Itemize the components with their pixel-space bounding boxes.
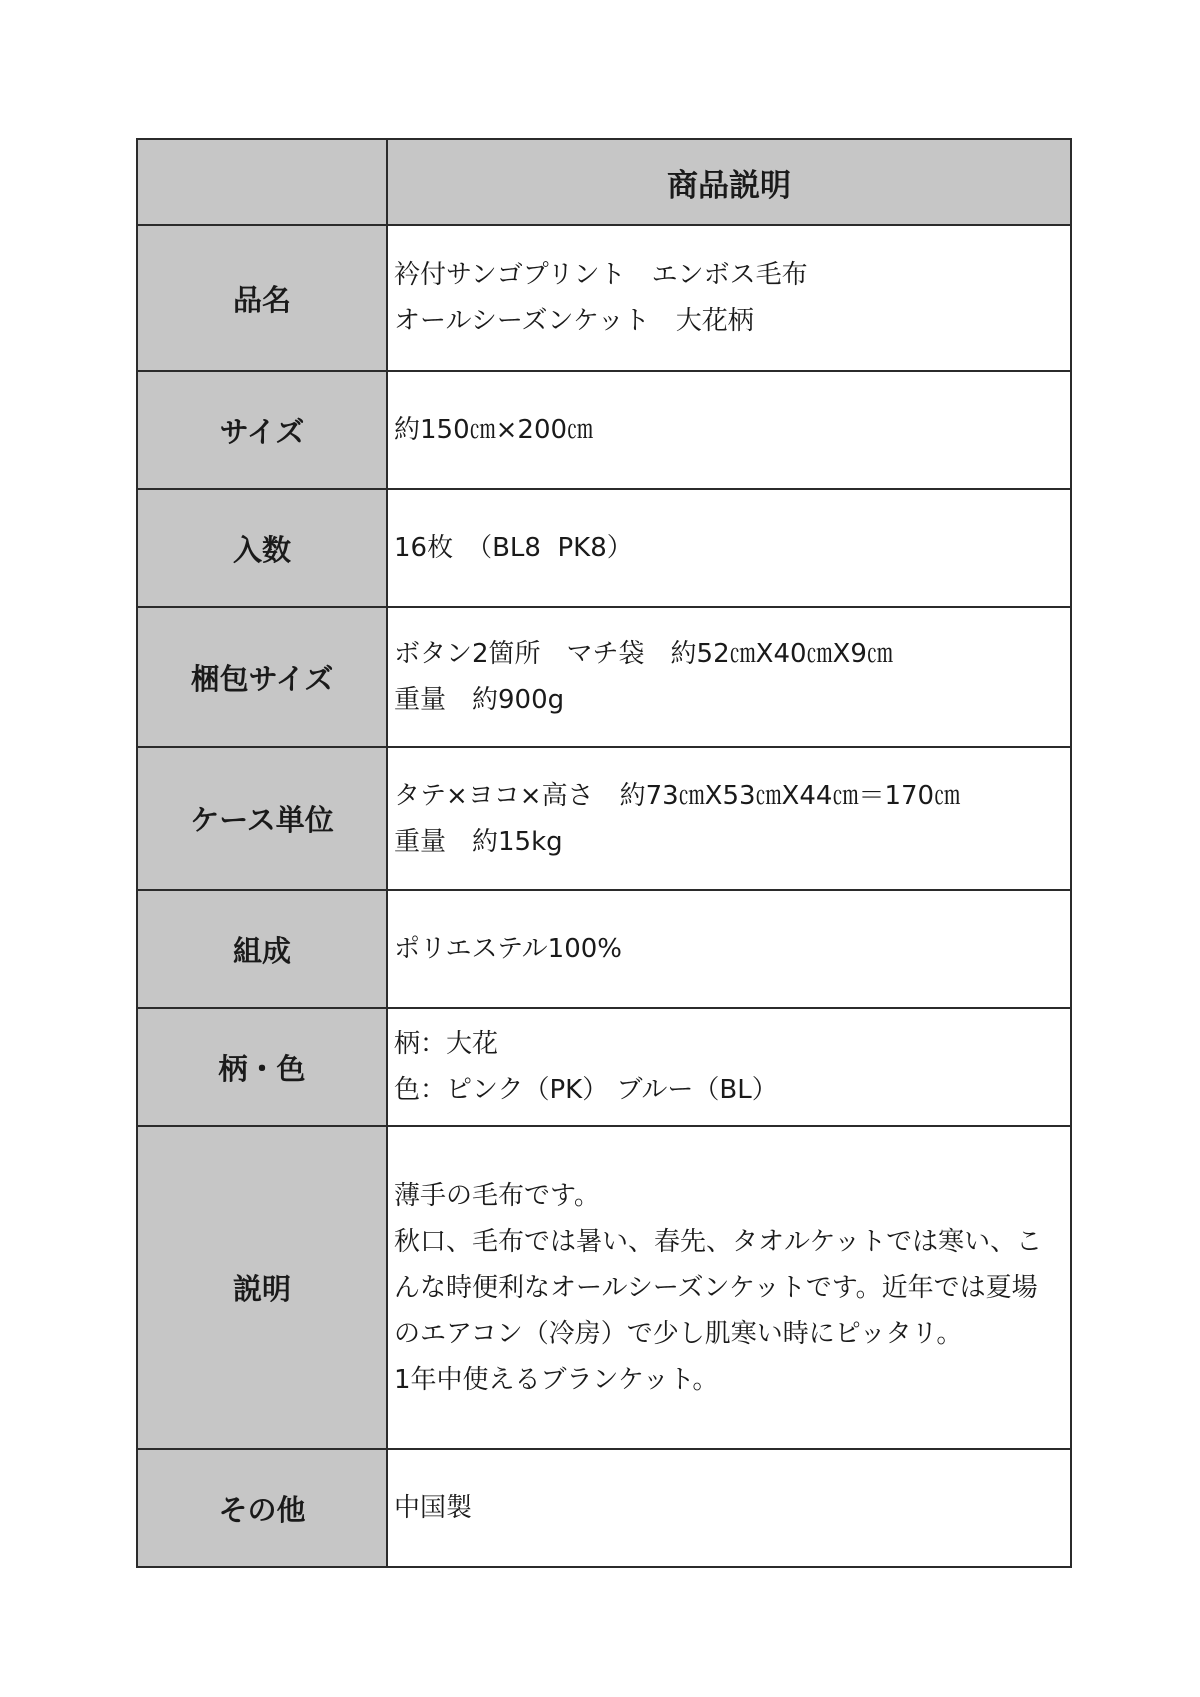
value-line: 薄手の毛布です。 — [394, 1180, 600, 1211]
value-line: タテ×ヨコ×高さ 約73㎝X53㎝X44㎝＝170㎝ — [394, 780, 961, 811]
value-line: 1年中使えるブランケット。 — [394, 1364, 719, 1395]
value-line: 約150㎝×200㎝ — [394, 415, 594, 445]
value-composition — [387, 890, 1071, 1008]
value-line: オールシーズンケット 大花柄 — [394, 306, 754, 336]
value-other — [387, 1449, 1071, 1567]
row-quantity — [137, 489, 1071, 607]
row-description — [137, 1126, 1071, 1449]
value-case-unit — [387, 747, 1071, 890]
value-line: 秋口、毛布では暑い、春先、タオルケットでは寒い、こんな時便利なオールシーズンケットです。近年では夏場のエアコン（冷房）で少し肌寒い時にピッタリ。 — [394, 1226, 1043, 1349]
value-line: 重量 約900g — [394, 685, 565, 715]
label-size: サイズ — [137, 371, 387, 489]
value-package-size — [387, 607, 1071, 747]
value-line: 色：ピンク（PK） ブルー（BL） — [394, 1075, 778, 1105]
value-pattern-color — [387, 1008, 1071, 1126]
row-case-unit — [137, 747, 1071, 890]
value-size — [387, 371, 1071, 489]
row-other — [137, 1449, 1071, 1567]
row-package-size — [137, 607, 1071, 747]
value-line: 中国製 — [394, 1493, 473, 1523]
value-line: 重量 約15kg — [394, 826, 563, 857]
table-title: 商品説明 — [387, 139, 1071, 225]
label-product-name: 品名 — [137, 225, 387, 371]
row-product-name — [137, 225, 1071, 371]
table-header-row — [137, 139, 1071, 225]
value-description — [387, 1126, 1071, 1449]
label-quantity: 入数 — [137, 489, 387, 607]
row-composition — [137, 890, 1071, 1008]
header-label-cell — [137, 139, 387, 225]
label-composition: 組成 — [137, 890, 387, 1008]
label-description: 説明 — [137, 1126, 387, 1449]
value-line: 16枚 （BL8 PK8） — [394, 533, 633, 563]
label-other: その他 — [137, 1449, 387, 1567]
row-size — [137, 371, 1071, 489]
label-case-unit: ケース単位 — [137, 747, 387, 890]
product-spec-table — [136, 138, 1072, 1568]
value-line: ボタン2箇所 マチ袋 約52㎝X40㎝X9㎝ — [394, 639, 893, 669]
row-pattern-color — [137, 1008, 1071, 1126]
label-pattern-color: 柄・色 — [137, 1008, 387, 1126]
value-quantity — [387, 489, 1071, 607]
value-product-name — [387, 225, 1071, 371]
value-line: ポリエステル100% — [394, 934, 622, 964]
label-package-size: 梱包サイズ — [137, 607, 387, 747]
value-line: 衿付サンゴプリント エンボス毛布 — [394, 260, 808, 290]
value-line: 柄：大花 — [394, 1029, 499, 1059]
